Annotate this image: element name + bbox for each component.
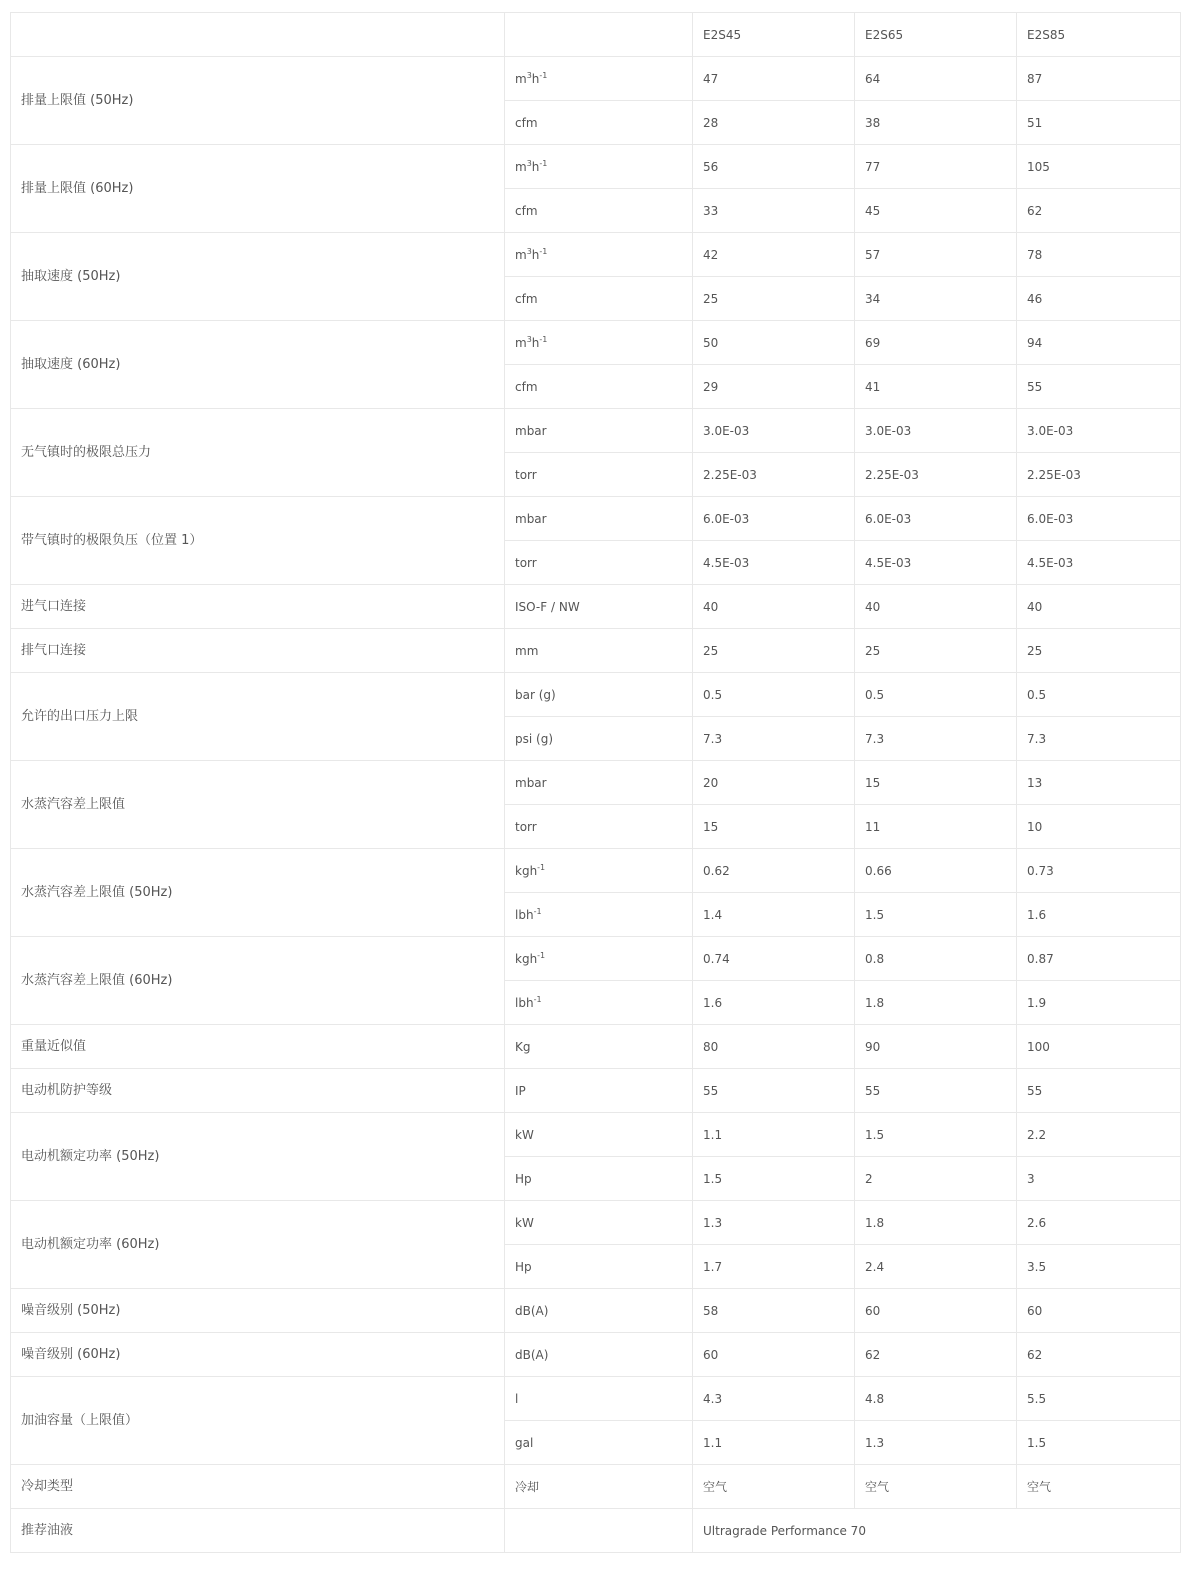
param-label: 电动机额定功率 (60Hz) — [11, 1201, 505, 1289]
value-cell: 空气 — [693, 1465, 855, 1509]
value-cell: 1.9 — [1017, 981, 1181, 1025]
value-cell: 2.25E-03 — [855, 453, 1017, 497]
value-cell: 13 — [1017, 761, 1181, 805]
unit-cell — [505, 585, 693, 629]
value-cell: 55 — [855, 1069, 1017, 1113]
unit-cell — [505, 761, 693, 805]
table-row — [11, 1113, 1181, 1157]
value-cell: 6.0E-03 — [1017, 497, 1181, 541]
unit-text: kgh — [515, 951, 538, 966]
table-row — [11, 937, 1181, 981]
unit-text: cfm — [515, 291, 538, 306]
unit-cell — [505, 145, 693, 189]
value-cell: 42 — [693, 233, 855, 277]
value-cell: 25 — [693, 277, 855, 321]
value-cell: 94 — [1017, 321, 1181, 365]
value-cell: 3 — [1017, 1157, 1181, 1201]
unit-cell — [505, 1333, 693, 1377]
value-cell: 64 — [855, 57, 1017, 101]
param-label: 带气镇时的极限负压（位置 1） — [11, 497, 505, 585]
value-cell: 0.87 — [1017, 937, 1181, 981]
value-cell: 1.3 — [855, 1421, 1017, 1465]
unit-cell — [505, 937, 693, 981]
header-model-e2s85: E2S85 — [1017, 13, 1181, 57]
value-cell: 1.1 — [693, 1113, 855, 1157]
value-cell: 78 — [1017, 233, 1181, 277]
unit-text-mid: h — [531, 247, 540, 262]
param-label: 冷却类型 — [11, 1465, 505, 1509]
value-cell: 45 — [855, 189, 1017, 233]
param-label: 重量近似值 — [11, 1025, 505, 1069]
param-label: 推荐油液 — [11, 1509, 505, 1553]
param-label: 水蒸汽容差上限值 — [11, 761, 505, 849]
table-row — [11, 1069, 1181, 1113]
value-cell: 58 — [693, 1289, 855, 1333]
value-cell: 100 — [1017, 1025, 1181, 1069]
param-label: 水蒸汽容差上限值 (60Hz) — [11, 937, 505, 1025]
unit-cell — [505, 981, 693, 1025]
unit-superscript: -1 — [533, 994, 542, 1004]
spec-table — [10, 12, 1181, 1553]
value-cell: 41 — [855, 365, 1017, 409]
unit-text: m — [515, 71, 527, 86]
unit-superscript: -1 — [539, 158, 548, 168]
unit-cell — [505, 1069, 693, 1113]
value-cell: 2.25E-03 — [1017, 453, 1181, 497]
unit-cell — [505, 233, 693, 277]
value-cell: 77 — [855, 145, 1017, 189]
unit-text: dB(A) — [515, 1303, 549, 1318]
unit-text: kgh — [515, 863, 538, 878]
value-cell: 1.8 — [855, 981, 1017, 1025]
param-label: 噪音级别 (60Hz) — [11, 1333, 505, 1377]
unit-superscript: -1 — [537, 862, 546, 872]
value-cell: 60 — [1017, 1289, 1181, 1333]
value-cell: 3.5 — [1017, 1245, 1181, 1289]
unit-cell — [505, 805, 693, 849]
value-cell: 25 — [1017, 629, 1181, 673]
value-cell: 4.5E-03 — [855, 541, 1017, 585]
unit-cell — [505, 893, 693, 937]
value-cell: 29 — [693, 365, 855, 409]
unit-cell — [505, 673, 693, 717]
value-cell: 4.5E-03 — [1017, 541, 1181, 585]
value-cell: 47 — [693, 57, 855, 101]
value-cell: 10 — [1017, 805, 1181, 849]
unit-text: dB(A) — [515, 1347, 549, 1362]
param-label: 噪音级别 (50Hz) — [11, 1289, 505, 1333]
table-row — [11, 1509, 1181, 1553]
value-cell: 105 — [1017, 145, 1181, 189]
table-row — [11, 1289, 1181, 1333]
value-cell: 2.4 — [855, 1245, 1017, 1289]
param-label: 电动机防护等级 — [11, 1069, 505, 1113]
value-cell: 7.3 — [1017, 717, 1181, 761]
unit-cell — [505, 1025, 693, 1069]
value-cell: 90 — [855, 1025, 1017, 1069]
value-cell: 50 — [693, 321, 855, 365]
unit-text: m — [515, 335, 527, 350]
param-label: 抽取速度 (50Hz) — [11, 233, 505, 321]
value-cell: 55 — [693, 1069, 855, 1113]
header-unit-cell — [505, 13, 693, 57]
value-cell: 0.8 — [855, 937, 1017, 981]
unit-cell — [505, 497, 693, 541]
table-row — [11, 1465, 1181, 1509]
value-cell: 1.3 — [693, 1201, 855, 1245]
unit-cell — [505, 1157, 693, 1201]
value-cell: 60 — [693, 1333, 855, 1377]
unit-text: kW — [515, 1215, 534, 1230]
unit-text: torr — [515, 467, 537, 482]
unit-cell — [505, 277, 693, 321]
value-cell: 1.5 — [855, 1113, 1017, 1157]
value-cell: 2 — [855, 1157, 1017, 1201]
param-label: 抽取速度 (60Hz) — [11, 321, 505, 409]
unit-text: ISO-F / NW — [515, 599, 580, 614]
unit-text: mbar — [515, 775, 547, 790]
table-row — [11, 321, 1181, 365]
value-cell: 69 — [855, 321, 1017, 365]
unit-cell — [505, 629, 693, 673]
unit-superscript: -1 — [539, 334, 548, 344]
unit-cell — [505, 1113, 693, 1157]
table-row — [11, 1025, 1181, 1069]
param-label: 排量上限值 (60Hz) — [11, 145, 505, 233]
unit-text: bar (g) — [515, 687, 556, 702]
table-row — [11, 409, 1181, 453]
unit-cell — [505, 1289, 693, 1333]
unit-text: lbh — [515, 907, 534, 922]
value-cell: 5.5 — [1017, 1377, 1181, 1421]
unit-cell — [505, 189, 693, 233]
unit-text: cfm — [515, 203, 538, 218]
value-cell: 7.3 — [693, 717, 855, 761]
value-cell: 1.8 — [855, 1201, 1017, 1245]
unit-cell — [505, 717, 693, 761]
unit-text: torr — [515, 819, 537, 834]
unit-text: m — [515, 247, 527, 262]
param-label: 排量上限值 (50Hz) — [11, 57, 505, 145]
table-row — [11, 233, 1181, 277]
table-row — [11, 849, 1181, 893]
unit-cell — [505, 365, 693, 409]
unit-text: gal — [515, 1435, 534, 1450]
value-cell: 0.73 — [1017, 849, 1181, 893]
param-label: 允许的出口压力上限 — [11, 673, 505, 761]
param-label: 无气镇时的极限总压力 — [11, 409, 505, 497]
value-cell: 6.0E-03 — [855, 497, 1017, 541]
value-cell: 3.0E-03 — [693, 409, 855, 453]
table-row — [11, 57, 1181, 101]
unit-superscript: -1 — [537, 950, 546, 960]
value-cell: 87 — [1017, 57, 1181, 101]
unit-cell — [505, 1509, 693, 1553]
table-row — [11, 497, 1181, 541]
unit-cell — [505, 1245, 693, 1289]
value-cell: 4.8 — [855, 1377, 1017, 1421]
value-cell: 6.0E-03 — [693, 497, 855, 541]
header-param-cell — [11, 13, 505, 57]
value-cell: 60 — [855, 1289, 1017, 1333]
unit-cell — [505, 57, 693, 101]
unit-superscript: -1 — [539, 70, 548, 80]
unit-text-mid: h — [531, 71, 540, 86]
unit-cell — [505, 101, 693, 145]
value-cell: 1.6 — [693, 981, 855, 1025]
unit-text: lbh — [515, 995, 534, 1010]
table-row — [11, 629, 1181, 673]
value-cell: 15 — [693, 805, 855, 849]
unit-text: kW — [515, 1127, 534, 1142]
param-label: 进气口连接 — [11, 585, 505, 629]
param-label: 水蒸汽容差上限值 (50Hz) — [11, 849, 505, 937]
value-cell: 3.0E-03 — [855, 409, 1017, 453]
value-cell: 55 — [1017, 1069, 1181, 1113]
table-row — [11, 1333, 1181, 1377]
unit-superscript: 3 — [526, 158, 532, 168]
unit-text: torr — [515, 555, 537, 570]
value-cell: 2.2 — [1017, 1113, 1181, 1157]
value-cell: 1.1 — [693, 1421, 855, 1465]
unit-text: 冷却 — [515, 1479, 540, 1494]
unit-cell — [505, 453, 693, 497]
unit-cell — [505, 541, 693, 585]
value-cell: 1.5 — [693, 1157, 855, 1201]
unit-superscript: 3 — [526, 246, 532, 256]
value-cell: 20 — [693, 761, 855, 805]
unit-superscript: -1 — [533, 906, 542, 916]
unit-text: psi (g) — [515, 731, 553, 746]
unit-superscript: 3 — [526, 70, 532, 80]
value-cell: 0.5 — [855, 673, 1017, 717]
unit-text: mbar — [515, 423, 547, 438]
value-cell: 11 — [855, 805, 1017, 849]
unit-text-mid: h — [531, 335, 540, 350]
value-cell: 15 — [855, 761, 1017, 805]
value-cell: 0.66 — [855, 849, 1017, 893]
param-label: 排气口连接 — [11, 629, 505, 673]
value-cell: 1.6 — [1017, 893, 1181, 937]
unit-superscript: 3 — [526, 334, 532, 344]
value-cell: 空气 — [855, 1465, 1017, 1509]
param-label: 加油容量（上限值） — [11, 1377, 505, 1465]
spec-table-body — [11, 13, 1181, 1553]
value-cell: 1.7 — [693, 1245, 855, 1289]
table-row — [11, 1377, 1181, 1421]
table-header-row — [11, 13, 1181, 57]
value-cell: 4.5E-03 — [693, 541, 855, 585]
value-cell: 57 — [855, 233, 1017, 277]
value-cell: 0.62 — [693, 849, 855, 893]
unit-cell — [505, 409, 693, 453]
value-cell: 51 — [1017, 101, 1181, 145]
unit-text: Hp — [515, 1171, 532, 1186]
value-cell: 62 — [1017, 189, 1181, 233]
unit-text: m — [515, 159, 527, 174]
unit-text: IP — [515, 1083, 526, 1098]
table-row — [11, 585, 1181, 629]
value-cell: 空气 — [1017, 1465, 1181, 1509]
value-cell: 2.6 — [1017, 1201, 1181, 1245]
value-cell: 1.5 — [1017, 1421, 1181, 1465]
value-cell: 25 — [855, 629, 1017, 673]
unit-text: mm — [515, 643, 539, 658]
value-cell: 0.5 — [693, 673, 855, 717]
param-label: 电动机额定功率 (50Hz) — [11, 1113, 505, 1201]
value-cell: 3.0E-03 — [1017, 409, 1181, 453]
value-cell: 62 — [855, 1333, 1017, 1377]
unit-text: mbar — [515, 511, 547, 526]
unit-cell — [505, 1421, 693, 1465]
unit-text: cfm — [515, 115, 538, 130]
unit-superscript: -1 — [539, 246, 548, 256]
unit-text-mid: h — [531, 159, 540, 174]
value-cell: 2.25E-03 — [693, 453, 855, 497]
value-cell: 38 — [855, 101, 1017, 145]
unit-text: Kg — [515, 1039, 531, 1054]
value-cell: 7.3 — [855, 717, 1017, 761]
table-row — [11, 673, 1181, 717]
value-cell: 40 — [1017, 585, 1181, 629]
table-row — [11, 761, 1181, 805]
value-cell: 40 — [693, 585, 855, 629]
table-row — [11, 1201, 1181, 1245]
value-cell: 55 — [1017, 365, 1181, 409]
unit-text: cfm — [515, 379, 538, 394]
unit-cell — [505, 1201, 693, 1245]
table-row — [11, 145, 1181, 189]
value-cell-merged: Ultragrade Performance 70 — [693, 1509, 1181, 1553]
value-cell: 4.3 — [693, 1377, 855, 1421]
value-cell: 80 — [693, 1025, 855, 1069]
value-cell: 33 — [693, 189, 855, 233]
value-cell: 62 — [1017, 1333, 1181, 1377]
value-cell: 1.5 — [855, 893, 1017, 937]
unit-cell — [505, 321, 693, 365]
value-cell: 56 — [693, 145, 855, 189]
value-cell: 25 — [693, 629, 855, 673]
value-cell: 1.4 — [693, 893, 855, 937]
unit-cell — [505, 1377, 693, 1421]
value-cell: 34 — [855, 277, 1017, 321]
header-model-e2s65: E2S65 — [855, 13, 1017, 57]
unit-cell — [505, 1465, 693, 1509]
unit-text: Hp — [515, 1259, 532, 1274]
value-cell: 0.5 — [1017, 673, 1181, 717]
unit-cell — [505, 849, 693, 893]
header-model-e2s45: E2S45 — [693, 13, 855, 57]
unit-text: l — [515, 1391, 519, 1406]
value-cell: 0.74 — [693, 937, 855, 981]
value-cell: 40 — [855, 585, 1017, 629]
value-cell: 46 — [1017, 277, 1181, 321]
value-cell: 28 — [693, 101, 855, 145]
